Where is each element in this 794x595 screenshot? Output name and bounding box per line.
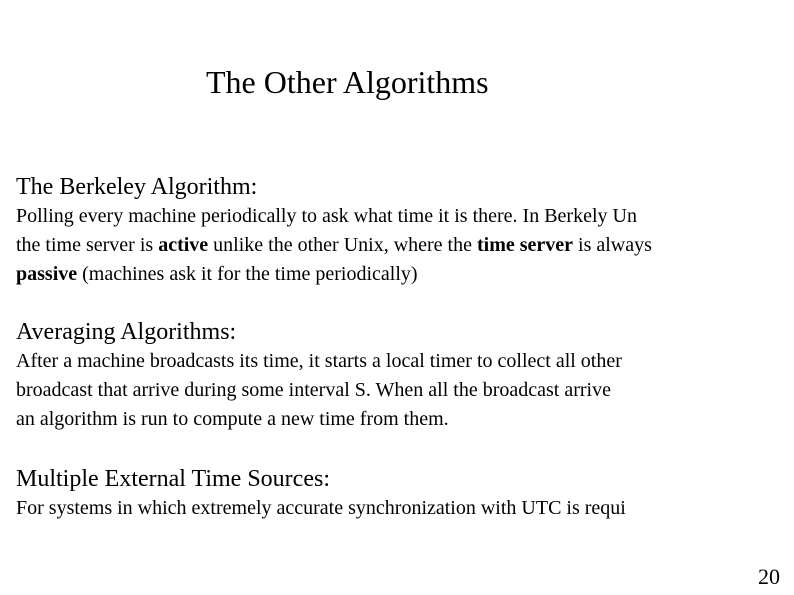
page-number: 20 [758, 564, 780, 589]
text-run: For systems in which extremely accurate synchronization with UTC is requi [16, 497, 626, 519]
text-run-bold: time server [476, 234, 574, 256]
text-run: After a machine broadcasts its time, it starts a local timer to collect all other [16, 350, 622, 372]
body-line [16, 260, 794, 289]
text-run-bold: active [158, 234, 209, 256]
section-berkeley-algorithm [16, 172, 794, 289]
slide-title: The Other Algorithms [206, 64, 489, 100]
text-run: is always [573, 234, 652, 256]
text-run: (machines ask it for the time periodically) [77, 263, 418, 285]
text-run: the time server is [16, 234, 159, 256]
body-line [16, 231, 794, 260]
body-line [16, 376, 794, 405]
text-run: Polling every machine periodically to ask what time it is there. In Berkely Un [16, 205, 637, 227]
body-line [16, 494, 794, 523]
section-heading: Averaging Algorithms: [16, 319, 237, 345]
body-line [16, 202, 794, 231]
section-heading: The Berkeley Algorithm: [16, 174, 258, 200]
section-heading: Multiple External Time Sources: [16, 466, 330, 492]
body-line [16, 347, 794, 376]
body-line [16, 405, 794, 434]
section-averaging-algorithms [16, 317, 794, 434]
text-run-bold: passive [16, 263, 78, 285]
section-multiple-external-time-sources [16, 464, 794, 523]
text-run: unlike the other Unix, where the [208, 234, 477, 256]
text-run: broadcast that arrive during some interval S. When all the broadcast arrive [16, 379, 611, 401]
text-run: an algorithm is run to compute a new time from them. [16, 408, 449, 430]
